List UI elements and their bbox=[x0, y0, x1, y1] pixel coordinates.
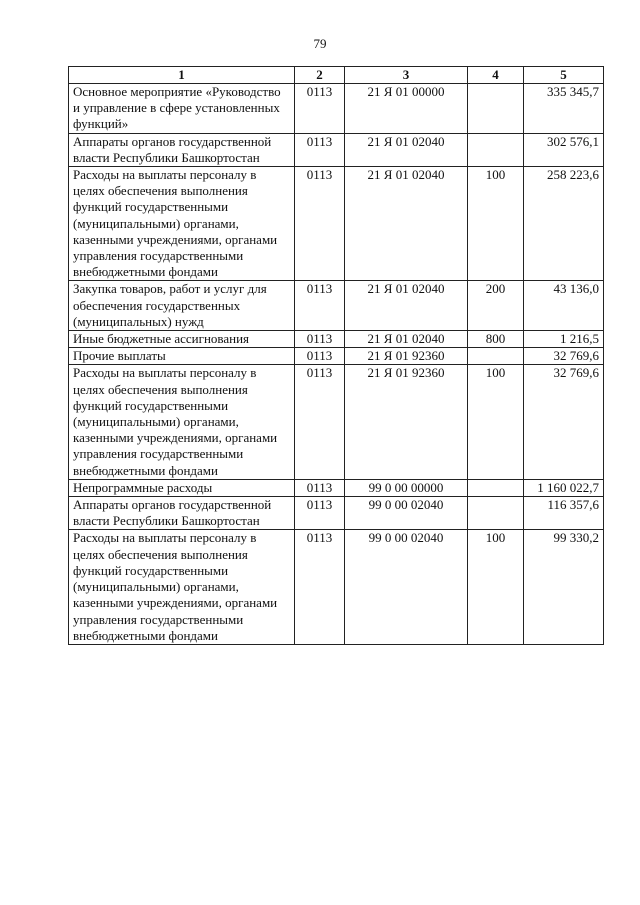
row-section-cell: 0113 bbox=[295, 281, 345, 331]
column-header: 1 bbox=[69, 67, 295, 84]
row-amount-cell: 99 330,2 bbox=[524, 530, 604, 644]
row-amount-cell: 43 136,0 bbox=[524, 281, 604, 331]
row-code-cell: 21 Я 01 02040 bbox=[345, 133, 468, 166]
row-section-cell: 0113 bbox=[295, 167, 345, 281]
row-section-cell: 0113 bbox=[295, 365, 345, 479]
table-row bbox=[69, 331, 604, 348]
row-section-cell: 0113 bbox=[295, 84, 345, 134]
row-expense-type-cell bbox=[468, 348, 524, 365]
row-section-cell: 0113 bbox=[295, 530, 345, 644]
row-expense-type-cell: 800 bbox=[468, 331, 524, 348]
row-name-cell: Прочие выплаты bbox=[69, 348, 295, 365]
row-name-cell: Расходы на выплаты персоналу в целях обеспечения выполнения функций государственными (муниципальными) органами, казенными учреждениями, органами управления государственными внебюджетными фондами bbox=[69, 530, 295, 644]
row-name-cell: Основное мероприятие «Руководство и управление в сфере установленных функций» bbox=[69, 84, 295, 134]
row-section-cell: 0113 bbox=[295, 348, 345, 365]
table-row bbox=[69, 497, 604, 530]
table-row bbox=[69, 133, 604, 166]
row-expense-type-cell: 100 bbox=[468, 530, 524, 644]
row-name-cell: Иные бюджетные ассигнования bbox=[69, 331, 295, 348]
row-amount-cell: 335 345,7 bbox=[524, 84, 604, 134]
column-header: 3 bbox=[345, 67, 468, 84]
row-amount-cell: 258 223,6 bbox=[524, 167, 604, 281]
table-row bbox=[69, 479, 604, 496]
table-row bbox=[69, 84, 604, 134]
row-code-cell: 21 Я 01 02040 bbox=[345, 281, 468, 331]
row-section-cell: 0113 bbox=[295, 479, 345, 496]
row-name-cell: Закупка товаров, работ и услуг для обеспечения государственных (муниципальных) нужд bbox=[69, 281, 295, 331]
table-row bbox=[69, 167, 604, 281]
row-name-cell: Аппараты органов государственной власти Республики Башкортостан bbox=[69, 133, 295, 166]
row-name-cell: Расходы на выплаты персоналу в целях обеспечения выполнения функций государственными (муниципальными) органами, казенными учреждениями, органами управления государственными внебюджетными фондами bbox=[69, 167, 295, 281]
row-expense-type-cell bbox=[468, 133, 524, 166]
table-header-row bbox=[69, 67, 604, 84]
row-expense-type-cell: 200 bbox=[468, 281, 524, 331]
row-expense-type-cell bbox=[468, 84, 524, 134]
row-code-cell: 99 0 00 00000 bbox=[345, 479, 468, 496]
column-header: 5 bbox=[524, 67, 604, 84]
table-row bbox=[69, 530, 604, 644]
table-row bbox=[69, 365, 604, 479]
row-code-cell: 21 Я 01 00000 bbox=[345, 84, 468, 134]
row-expense-type-cell: 100 bbox=[468, 365, 524, 479]
row-section-cell: 0113 bbox=[295, 331, 345, 348]
row-section-cell: 0113 bbox=[295, 133, 345, 166]
row-amount-cell: 32 769,6 bbox=[524, 348, 604, 365]
row-name-cell: Непрограммные расходы bbox=[69, 479, 295, 496]
page-number: 79 bbox=[313, 36, 327, 51]
row-amount-cell: 32 769,6 bbox=[524, 365, 604, 479]
column-header: 4 bbox=[468, 67, 524, 84]
row-expense-type-cell: 100 bbox=[468, 167, 524, 281]
table-row bbox=[69, 348, 604, 365]
row-code-cell: 21 Я 01 92360 bbox=[345, 348, 468, 365]
row-name-cell: Аппараты органов государственной власти Республики Башкортостан bbox=[69, 497, 295, 530]
row-expense-type-cell bbox=[468, 479, 524, 496]
row-amount-cell: 1 160 022,7 bbox=[524, 479, 604, 496]
row-name-cell: Расходы на выплаты персоналу в целях обеспечения выполнения функций государственными (муниципальными) органами, казенными учреждениями, органами управления государственными внебюджетными фондами bbox=[69, 365, 295, 479]
table-row bbox=[69, 281, 604, 331]
table-body bbox=[69, 84, 604, 645]
row-amount-cell: 302 576,1 bbox=[524, 133, 604, 166]
row-code-cell: 21 Я 01 02040 bbox=[345, 167, 468, 281]
row-code-cell: 21 Я 01 02040 bbox=[345, 331, 468, 348]
row-section-cell: 0113 bbox=[295, 497, 345, 530]
budget-table bbox=[68, 66, 604, 645]
row-amount-cell: 116 357,6 bbox=[524, 497, 604, 530]
row-code-cell: 21 Я 01 92360 bbox=[345, 365, 468, 479]
row-amount-cell: 1 216,5 bbox=[524, 331, 604, 348]
row-code-cell: 99 0 00 02040 bbox=[345, 530, 468, 644]
column-header: 2 bbox=[295, 67, 345, 84]
row-expense-type-cell bbox=[468, 497, 524, 530]
row-code-cell: 99 0 00 02040 bbox=[345, 497, 468, 530]
